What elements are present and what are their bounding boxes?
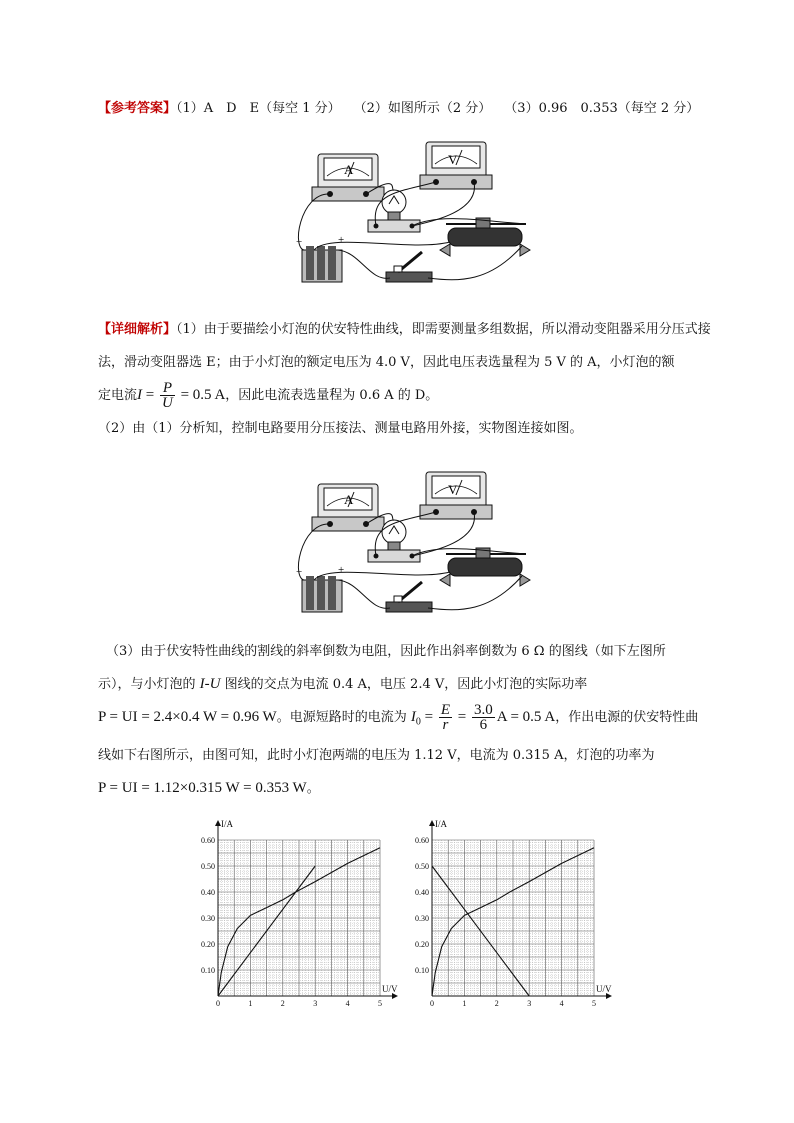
p3-line3 bbox=[98, 701, 720, 739]
analysis-p2: （2）由（1）分析知，控制电路要用分压接法、测量电路用外接，实物图连接如图。 bbox=[98, 421, 583, 436]
frac-num: 3.0 bbox=[473, 702, 493, 718]
grid bbox=[432, 840, 594, 996]
p1-b-res: = 0.5 A bbox=[176, 387, 226, 403]
p3-line2-pre: 示），与小灯泡的 bbox=[98, 677, 200, 692]
y-tick-label: 0.10 bbox=[415, 966, 429, 975]
p3-line5-post: 。 bbox=[306, 780, 320, 796]
frac-den: U bbox=[161, 395, 173, 411]
p3-line5-math: P = UI = 1.12×0.315 W = 0.353 W bbox=[98, 779, 307, 796]
x-axis-label: U/V bbox=[596, 984, 612, 994]
ammeter-label: A bbox=[344, 162, 354, 177]
p3-line4: 线如下右图所示，由图可知，此时小灯泡两端的电压为 1.12 V，电流为 0.315 A，灯泡的功率为 bbox=[98, 747, 655, 763]
y-axis-label: I/A bbox=[435, 819, 447, 829]
y-tick-label: 0.20 bbox=[415, 940, 429, 949]
circuit-diagram-1 bbox=[290, 132, 540, 292]
x-tick-label: 0 bbox=[430, 999, 434, 1008]
x-tick-label: 5 bbox=[378, 999, 382, 1008]
frac-num: E bbox=[440, 702, 450, 718]
x-tick-label: 2 bbox=[280, 999, 285, 1008]
p3-line2-post: 图线的交点为电流 0.4 A，电压 2.4 V，因此小灯泡的实际功率 bbox=[220, 677, 588, 692]
ammeter-label: A bbox=[344, 492, 354, 507]
p3-line5 bbox=[98, 772, 720, 805]
battery-minus: − bbox=[296, 236, 303, 248]
y-tick-label: 0.60 bbox=[201, 836, 215, 845]
x-tick-label: 5 bbox=[592, 999, 596, 1008]
p1-b-pre: 定电流 bbox=[98, 388, 138, 403]
y-tick-label: 0.30 bbox=[201, 914, 215, 923]
y-tick-label: 0.60 bbox=[415, 836, 429, 845]
x-axis-label: U/V bbox=[382, 984, 398, 994]
p3-line3-eq2: = bbox=[454, 709, 470, 725]
x-tick-label: 1 bbox=[248, 999, 253, 1008]
p3-line2 bbox=[98, 668, 720, 701]
p3-line3-sub: 0 bbox=[415, 716, 421, 728]
x-tick-label: 4 bbox=[559, 999, 564, 1008]
fraction-E-over-r bbox=[439, 703, 452, 732]
analysis-block bbox=[98, 313, 720, 445]
battery-icon bbox=[296, 234, 344, 282]
voltmeter-label: V bbox=[448, 482, 458, 497]
x-tick-label: 3 bbox=[313, 999, 318, 1008]
iu-chart-left bbox=[196, 818, 402, 1010]
battery-plus: + bbox=[338, 234, 345, 246]
voltmeter-label: V bbox=[448, 152, 458, 167]
p3-line1: （3）由于伏安特性曲线的割线的斜率倒数为电阻，因此作出斜率倒数为 6 Ω 的图线（如下左图所 bbox=[106, 644, 666, 659]
y-tick-label: 0.40 bbox=[201, 888, 215, 897]
answer-text: （1）A D E（每空 1 分） （2）如图所示（2 分） （3）0.96 0.353（每空 2 分） bbox=[176, 101, 700, 116]
iu-chart-right bbox=[410, 818, 616, 1010]
p1-b-I: I bbox=[137, 387, 143, 403]
grid bbox=[218, 840, 380, 996]
voltmeter-icon bbox=[420, 142, 492, 189]
x-tick-label: 0 bbox=[216, 999, 220, 1008]
y-tick-label: 0.10 bbox=[201, 966, 215, 975]
circuit-drawing bbox=[296, 142, 530, 282]
x-tick-label: 4 bbox=[345, 999, 350, 1008]
x-tick-label: 3 bbox=[527, 999, 532, 1008]
frac-den: r bbox=[442, 717, 449, 733]
fraction-P-over-U bbox=[160, 381, 175, 410]
y-axis-label: I/A bbox=[221, 819, 233, 829]
circuit-diagram-2 bbox=[290, 462, 540, 622]
ammeter-icon bbox=[312, 154, 384, 201]
analysis-p1-line bbox=[98, 313, 720, 379]
frac-num: P bbox=[160, 381, 175, 396]
y-tick-label: 0.30 bbox=[415, 914, 429, 923]
circuit-drawing bbox=[296, 472, 530, 612]
fraction-3-over-6 bbox=[472, 703, 495, 732]
y-tick-label: 0.50 bbox=[201, 862, 215, 871]
x-tick-label: 1 bbox=[462, 999, 467, 1008]
y-tick-label: 0.50 bbox=[415, 862, 429, 871]
p1-b-eq: = bbox=[142, 387, 158, 403]
p3-line3-I0: I bbox=[410, 709, 416, 725]
analysis-p1-b bbox=[98, 379, 720, 412]
switch-icon bbox=[386, 252, 432, 282]
p3-line3-eq1: = bbox=[420, 709, 437, 725]
analysis-p1-a: （1）由于要描绘小灯泡的伏安特性曲线，即需要测量多组数据，所以滑动变阻器采用分压式接法，滑动变阻器选 E；由于小灯泡的额定电压为 4.0 V，因此电压表选量程为 5 V 的 A，小灯泡的额 bbox=[98, 322, 711, 370]
frac-den: 6 bbox=[479, 717, 488, 733]
p3-line3-mid: 。电源短路时的电流为 bbox=[276, 710, 411, 725]
answer-line bbox=[98, 94, 720, 124]
analysis-p3 bbox=[98, 635, 720, 805]
battery-plus: + bbox=[338, 564, 345, 576]
answer-tag: 【参考答案】 bbox=[98, 101, 177, 116]
p3-line3-post: ，作出电源的伏安特性曲 bbox=[555, 710, 699, 725]
battery-minus: − bbox=[296, 566, 303, 578]
p3-line3-res: A = 0.5 A bbox=[496, 709, 556, 725]
y-tick-label: 0.20 bbox=[201, 940, 215, 949]
x-tick-label: 2 bbox=[494, 999, 499, 1008]
p1-b-post: ，因此电流表选量程为 0.6 A 的 D。 bbox=[225, 388, 439, 403]
p3-line2-IU: I-U bbox=[199, 676, 221, 692]
p3-line3-math: P = UI = 2.4×0.4 W = 0.96 W bbox=[98, 709, 277, 725]
analysis-tag: 【详细解析】 bbox=[98, 322, 177, 337]
y-tick-label: 0.40 bbox=[415, 888, 429, 897]
